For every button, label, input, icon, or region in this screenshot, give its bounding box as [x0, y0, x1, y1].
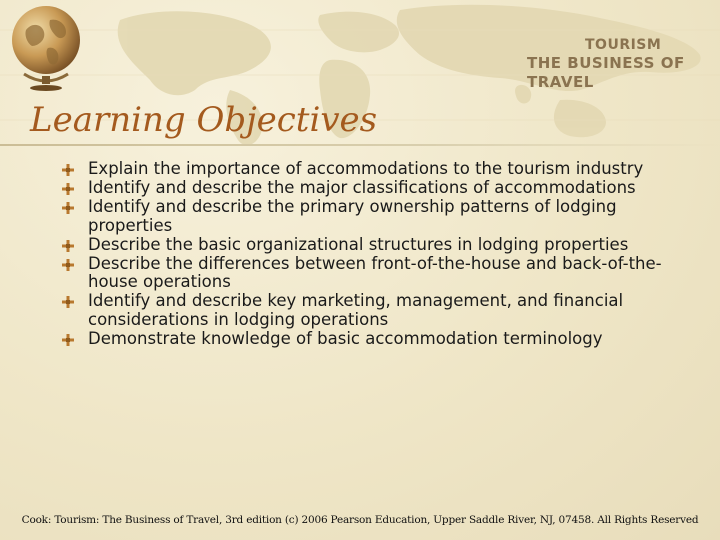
objective-text: Identify and describe key marketing, management, and financial considerations in lodging operations	[88, 291, 624, 329]
slide-title: Learning Objectives	[30, 100, 378, 140]
objective-item	[62, 179, 662, 198]
flower-bullet-icon	[62, 240, 74, 252]
objective-text: Describe the basic organizational structures in lodging properties	[88, 234, 629, 254]
title-divider	[0, 144, 720, 146]
objective-item	[62, 330, 662, 349]
globe-icon	[6, 2, 86, 92]
objective-text: Identify and describe the major classifications of accommodations	[88, 178, 636, 197]
brand-line-1: TOURISM	[585, 37, 662, 53]
objectives-list	[62, 160, 662, 349]
objective-text: Explain the importance of accommodations to the tourism industry	[88, 159, 644, 178]
flower-bullet-icon	[62, 183, 74, 195]
flower-bullet-icon	[62, 164, 74, 176]
flower-bullet-icon	[62, 202, 74, 214]
objective-item	[62, 292, 662, 329]
objective-item	[62, 255, 662, 292]
brand-line-2: THE BUSINESS OF TRAVEL	[527, 54, 685, 91]
flower-bullet-icon	[62, 259, 74, 271]
objective-item	[62, 236, 662, 255]
objective-item	[62, 160, 662, 179]
objective-text: Describe the differences between front-of-the-house and back-of-the-house operations	[88, 253, 662, 291]
brand-logo	[527, 36, 720, 92]
flower-bullet-icon	[62, 296, 74, 308]
objective-text: Demonstrate knowledge of basic accommodation terminology	[88, 328, 603, 348]
footer-citation: Cook: Tourism: The Business of Travel, 3rd edition (c) 2006 Pearson Education, Upper Saddle River, NJ, 07458. All Rights Reserved	[21, 514, 699, 526]
objective-item	[62, 198, 662, 235]
objective-text: Identify and describe the primary ownership patterns of lodging properties	[88, 197, 617, 235]
flower-bullet-icon	[62, 334, 74, 346]
